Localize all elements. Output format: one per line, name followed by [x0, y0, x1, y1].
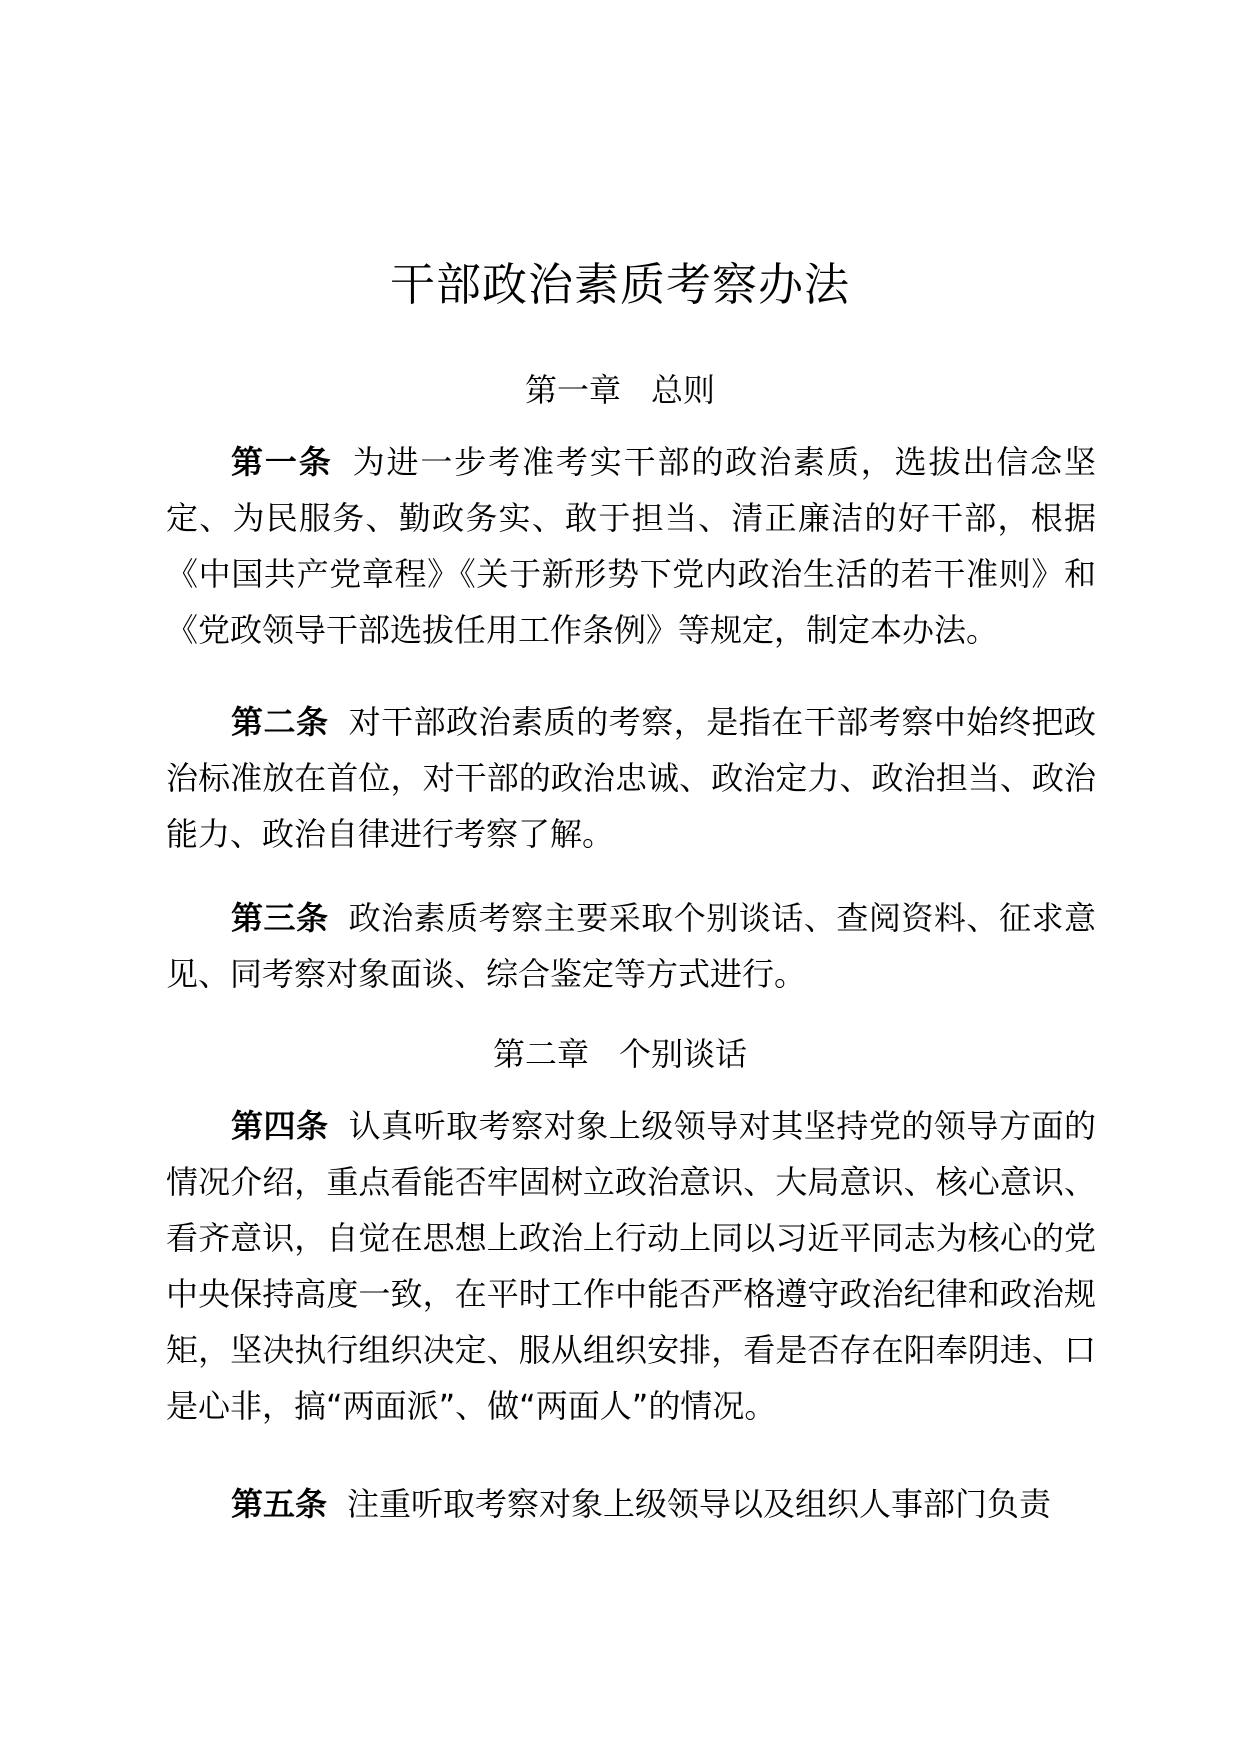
- article-text: 注重听取考察对象上级领导以及组织人事部门负责: [347, 1485, 1052, 1523]
- article-label: 第一条: [231, 443, 333, 481]
- article-5: [166, 1476, 1096, 1532]
- article-3: [166, 890, 1096, 1002]
- article-text: 对干部政治素质的考察，是指在干部考察中始终把政治标准放在首位，对干部的政治忠诚、政治定力、政治担当、政治能力、政治自律进行考察了解。: [166, 703, 1096, 853]
- article-text: 为进一步考准考实干部的政治素质，选拔出信念坚定、为民服务、勤政务实、敢于担当、清正廉洁的好干部，根据《中国共产党章程》《关于新形势下党内政治生活的若干准则》和《党政领导干部选拔任用工作条例》等规定，制定本办法。: [166, 443, 1096, 649]
- article-label: 第四条: [231, 1107, 329, 1145]
- article-label: 第二条: [231, 703, 329, 741]
- article-1: [166, 434, 1096, 658]
- chapter-number: 第一章: [524, 371, 621, 409]
- article-4: [166, 1098, 1096, 1434]
- chapter-heading-2: [0, 1030, 1240, 1078]
- article-label: 第五条: [231, 1485, 328, 1523]
- chapter-number: 第二章: [492, 1035, 589, 1073]
- article-2: [166, 694, 1096, 862]
- article-text: 认真听取考察对象上级领导对其坚持党的领导方面的情况介绍，重点看能否牢固树立政治意识、大局意识、核心意识、看齐意识，自觉在思想上政治上行动上同以习近平同志为核心的党中央保持高度一致，在平时工作中能否严格遵守政治纪律和政治规矩，坚决执行组织决定、服从组织安排，看是否存在阳奉阴违、口是心非，搞“两面派”、做“两面人”的情况。: [166, 1107, 1096, 1425]
- chapter-heading-1: [0, 366, 1240, 414]
- article-label: 第三条: [231, 899, 329, 937]
- chapter-name: 个别谈话: [619, 1035, 748, 1073]
- document-title: 干部政治素质考察办法: [389, 258, 850, 311]
- article-text: 政治素质考察主要采取个别谈话、查阅资料、征求意见、同考察对象面谈、综合鉴定等方式进行。: [166, 899, 1096, 993]
- chapter-name: 总则: [651, 371, 716, 409]
